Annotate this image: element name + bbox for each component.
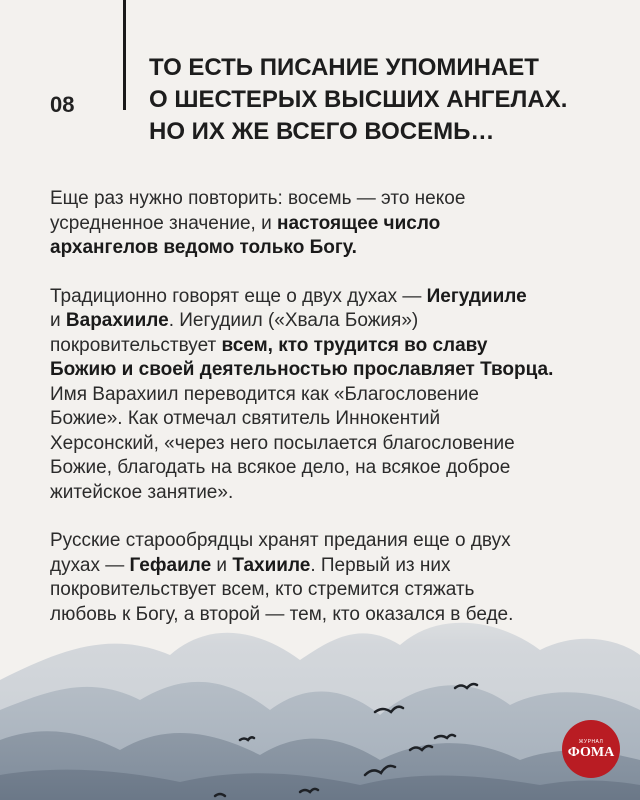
logo-subtitle: ЖУРНАЛ — [578, 738, 604, 745]
bold-text: Божию и своей деятельностью прославляет Творца. — [50, 359, 554, 380]
text-span: . Первый из них — [310, 554, 451, 576]
bold-text: архангелов ведомо только Богу. — [50, 237, 357, 258]
text-span: Еще раз нужно повторить: восемь — это некое — [50, 188, 466, 209]
text-span: духах — — [50, 554, 130, 576]
bold-text: Варахииле — [65, 310, 169, 331]
text-line: Божие, благодать на всякое дело, на всякое доброе — [50, 457, 511, 478]
text-span: усредненное значение, и — [50, 212, 277, 234]
text-line — [50, 212, 610, 237]
title-line: ТО ЕСТЬ ПИСАНИЕ УПОМИНАЕТ — [149, 54, 539, 81]
vertical-divider — [123, 0, 126, 110]
text-line — [50, 358, 610, 383]
logo-title: ФОМА — [567, 744, 615, 760]
slide-title — [149, 52, 619, 148]
text-line — [50, 285, 610, 310]
slide-number: 08 — [50, 92, 75, 117]
paragraph-1 — [50, 187, 610, 261]
text-span: Традиционно говорят еще о двух духах — — [50, 285, 427, 307]
article-body — [50, 187, 610, 651]
text-line — [50, 334, 610, 359]
text-line — [50, 187, 610, 212]
text-line: житейское занятие». — [50, 481, 234, 503]
title-line: О ШЕСТЕРЫХ ВЫСШИХ АНГЕЛАХ. — [149, 86, 568, 113]
text-line — [50, 309, 610, 334]
paragraph-2 — [50, 285, 610, 506]
paragraph-3 — [50, 529, 610, 627]
text-line — [50, 236, 610, 261]
text-span: покровительствует — [50, 334, 222, 356]
foma-magazine-logo — [562, 720, 620, 778]
bold-text: Тахииле — [232, 554, 311, 576]
text-line: Русские старообрядцы хранят предания еще о двух — [50, 530, 511, 551]
text-span: . Иегудиил («Хвала Божия») — [168, 310, 419, 331]
text-line: Херсонский, «через него посылается благословение — [50, 432, 515, 454]
text-span: и — [211, 554, 233, 576]
bold-text: Иегудииле — [426, 285, 527, 307]
text-span: и — [50, 310, 66, 331]
text-line: любовь к Богу, а второй — тем, кто оказался в беде. — [50, 603, 514, 625]
bold-text: всем, кто трудится во славу — [221, 334, 488, 356]
text-line — [50, 554, 610, 579]
title-line: НО ИХ ЖЕ ВСЕГО ВОСЕМЬ… — [149, 118, 495, 145]
text-line: Имя Варахиил переводится как «Благословение — [50, 383, 479, 405]
bold-text: настоящее число — [277, 212, 441, 234]
text-line: Божие». Как отмечал святитель Иннокентий — [50, 408, 441, 429]
bold-text: Гефаиле — [129, 554, 212, 576]
text-line: покровительствует всем, кто стремится стяжать — [50, 579, 475, 600]
